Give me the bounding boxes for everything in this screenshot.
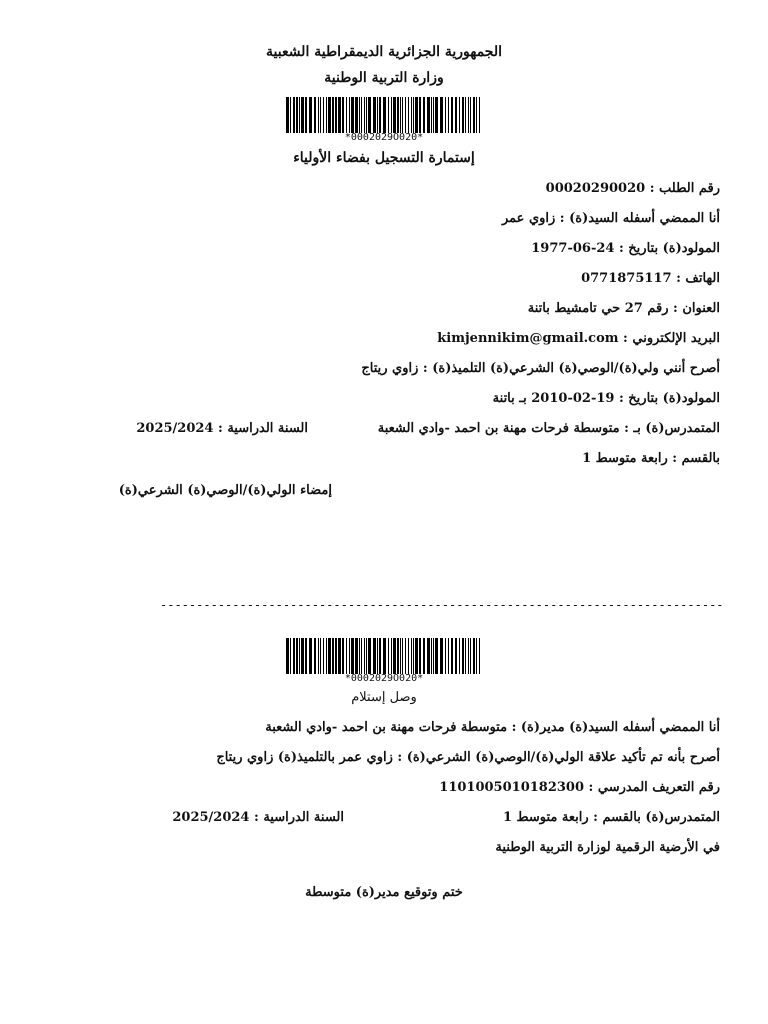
barcode-bar (373, 97, 376, 133)
barcode-bar (373, 638, 376, 674)
barcode-bar (413, 638, 414, 674)
receipt-title: وصل إستلام (351, 690, 417, 705)
barcode-bar (427, 97, 430, 133)
barcode-bar (479, 638, 480, 674)
request-number: رقم الطلب : 00020290020 (545, 181, 720, 196)
barcode-bar (440, 638, 443, 674)
barcode-bar (468, 97, 469, 133)
barcode-bar (293, 638, 295, 674)
barcode-bar (296, 97, 298, 133)
barcode-bar (391, 638, 392, 674)
barcode-bar (476, 638, 477, 674)
barcode-top (284, 97, 484, 143)
barcode-bar (473, 97, 475, 133)
barcode-bar (393, 97, 396, 133)
barcode-bottom (284, 638, 484, 684)
barcode-bar (346, 97, 347, 133)
barcode-bar (296, 638, 298, 674)
barcode-bar (470, 638, 471, 674)
barcode-bar (451, 97, 453, 133)
barcode-bar (455, 97, 457, 133)
declaration-line: أصرح أنني ولي(ة)/الوصي(ة) الشرعي(ة) التلميذ(ة) : زاوي ريتاج (361, 361, 720, 376)
barcode-bar (366, 638, 367, 674)
barcode-bar (286, 638, 289, 674)
barcode-bar (440, 97, 443, 133)
barcode-bar (451, 638, 453, 674)
barcode-bars-top (284, 97, 484, 133)
director-stamp-label: ختم وتوقيع مدير(ة) متوسطة (305, 885, 463, 900)
barcode-bar (301, 97, 304, 133)
barcode-bar (433, 97, 434, 133)
barcode-bar (332, 638, 334, 674)
barcode-bar (377, 97, 378, 133)
barcode-bar (299, 638, 300, 674)
barcode-bar (435, 638, 438, 674)
barcode-bar (377, 638, 378, 674)
barcode-bar (459, 638, 460, 674)
barcode-bar (314, 638, 316, 674)
barcode-bar (435, 97, 438, 133)
barcode-bar (408, 638, 409, 674)
barcode-bar (309, 638, 312, 674)
barcode-bar (459, 97, 460, 133)
barcode-bar (415, 638, 418, 674)
cut-separator: ------------------------------------------------------------------------------ (160, 598, 724, 612)
barcode-bar (326, 638, 327, 674)
barcode-bar (431, 638, 432, 674)
barcode-bar (468, 638, 469, 674)
barcode-bar (470, 97, 471, 133)
class-line: بالقسم : رابعة متوسط 1 (582, 451, 720, 466)
barcode-bar (476, 97, 477, 133)
barcode-bar (359, 638, 360, 674)
barcode-bar (359, 97, 360, 133)
guardian-signature: إمضاء الولي(ة)/الوصي(ة) الشرعي(ة) (118, 483, 332, 498)
barcode-bar (368, 638, 371, 674)
birth-line: المولود(ة) بتاريخ : 24-06-1977 (531, 241, 720, 256)
barcode-bar (448, 97, 449, 133)
receipt-school-year: السنة الدراسية : 2025/2024 (172, 810, 344, 825)
barcode-bar (431, 97, 432, 133)
barcode-bar (465, 97, 466, 133)
barcode-bar (355, 97, 358, 133)
barcode-bar (346, 638, 347, 674)
barcode-bar (462, 97, 464, 133)
barcode-bar (299, 97, 300, 133)
barcode-bar (355, 638, 358, 674)
barcode-bar (351, 97, 354, 133)
barcode-bar (320, 97, 321, 133)
barcode-bar (379, 97, 381, 133)
email-line: البريد الإلكتروني : kimjennikim@gmail.com (437, 331, 720, 346)
barcode-bar (349, 97, 350, 133)
barcode-bar (423, 638, 425, 674)
republic-header: الجمهورية الجزائرية الديمقراطية الشعبية (265, 44, 502, 60)
barcode-text-top: *0002029O020* (344, 132, 424, 143)
barcode-bar (326, 97, 327, 133)
barcode-bar (400, 97, 401, 133)
barcode-bar (423, 97, 425, 133)
barcode-bar (455, 638, 457, 674)
school-year-line: السنة الدراسية : 2025/2024 (136, 421, 308, 436)
barcode-bar (335, 638, 337, 674)
barcode-bar (323, 638, 324, 674)
barcode-bar (408, 97, 409, 133)
barcode-bar (305, 638, 307, 674)
barcode-bar (328, 97, 331, 133)
barcode-bar (338, 638, 341, 674)
barcode-bar (402, 638, 403, 674)
student-birth-line: المولود(ة) بتاريخ : 19-02-2010 بـ باتنة (492, 391, 720, 406)
barcode-bar (364, 638, 365, 674)
barcode-bar (309, 97, 312, 133)
barcode-bar (405, 638, 406, 674)
barcode-bar (419, 97, 421, 133)
receipt-platform: في الأرضية الرقمية لوزارة التربية الوطنية (495, 840, 720, 855)
barcode-bar (427, 638, 430, 674)
barcode-bar (465, 638, 466, 674)
ministry-header: وزارة التربية الوطنية (324, 70, 444, 86)
barcode-bars-bottom (284, 638, 484, 674)
barcode-text-bottom: *0002029O020* (344, 673, 424, 684)
barcode-bar (338, 97, 341, 133)
barcode-bar (332, 97, 334, 133)
barcode-bar (383, 97, 386, 133)
barcode-bar (323, 97, 324, 133)
barcode-bar (405, 97, 406, 133)
barcode-bar (351, 638, 354, 674)
barcode-bar (368, 97, 371, 133)
barcode-bar (349, 638, 350, 674)
barcode-bar (391, 97, 392, 133)
barcode-bar (415, 97, 418, 133)
barcode-bar (286, 97, 289, 133)
receipt-school-id: رقم التعريف المدرسي : 1101005010182300 (439, 780, 720, 795)
barcode-bar (301, 638, 304, 674)
barcode-bar (383, 638, 386, 674)
barcode-bar (364, 97, 365, 133)
receipt-class: المتمدرس(ة) بالقسم : رابعة متوسط 1 (502, 810, 720, 825)
barcode-bar (305, 97, 307, 133)
barcode-bar (342, 97, 344, 133)
barcode-bar (411, 97, 412, 133)
barcode-bar (413, 97, 414, 133)
barcode-bar (379, 638, 381, 674)
barcode-bar (397, 638, 399, 674)
barcode-bar (361, 97, 362, 133)
barcode-bar (433, 638, 434, 674)
signatory-line: أنا الممضي أسفله السيد(ة) : زاوي عمر (501, 211, 720, 226)
barcode-bar (335, 97, 337, 133)
barcode-bar (448, 638, 449, 674)
barcode-bar (328, 638, 331, 674)
barcode-bar (397, 97, 399, 133)
school-line: المتمدرس(ة) بـ : متوسطة فرحات مهنة بن احمد -وادي الشعبة (377, 421, 720, 436)
receipt-confirm: أصرح بأنه تم تأكيد علاقة الولي(ة)/الوصي(ة) الشرعي(ة) : زاوي عمر بالتلميذ(ة) زاوي ريتاج (216, 750, 720, 765)
barcode-bar (462, 638, 464, 674)
barcode-bar (361, 638, 362, 674)
barcode-bar (293, 97, 295, 133)
receipt-director: أنا الممضي أسفله السيد(ة) مدير(ة) : متوسطة فرحات مهنة بن احمد -وادي الشعبة (265, 720, 720, 735)
barcode-bar (400, 638, 401, 674)
form-title: إستمارة التسجيل بفضاء الأولياء (293, 150, 475, 166)
phone-line: الهاتف : 0771875117 (581, 271, 720, 286)
barcode-bar (419, 638, 421, 674)
barcode-bar (402, 97, 403, 133)
barcode-bar (318, 638, 319, 674)
barcode-bar (473, 638, 475, 674)
barcode-bar (366, 97, 367, 133)
barcode-bar (290, 97, 291, 133)
barcode-bar (388, 97, 389, 133)
barcode-bar (320, 638, 321, 674)
barcode-bar (342, 638, 344, 674)
barcode-bar (314, 97, 316, 133)
barcode-bar (445, 638, 446, 674)
barcode-bar (290, 638, 291, 674)
barcode-bar (445, 97, 446, 133)
barcode-bar (411, 638, 412, 674)
barcode-bar (393, 638, 396, 674)
barcode-bar (318, 97, 319, 133)
barcode-bar (479, 97, 480, 133)
address-line: العنوان : رقم 27 حي تامشيط باتنة (527, 301, 720, 316)
barcode-bar (388, 638, 389, 674)
